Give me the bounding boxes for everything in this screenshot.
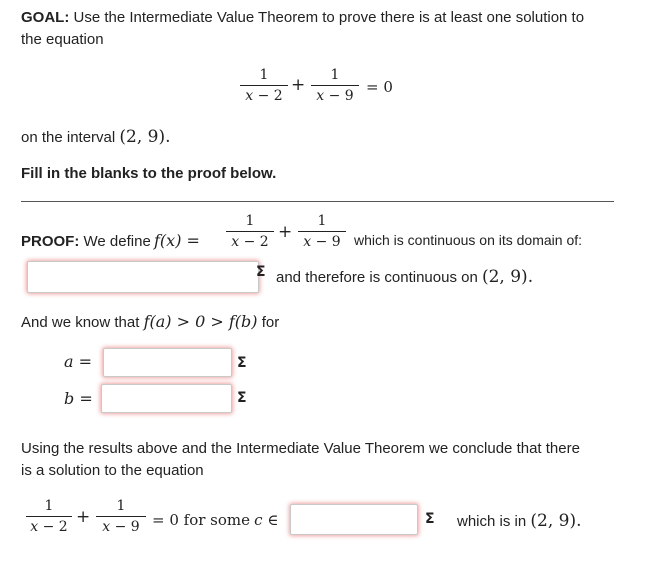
goal-line-1 [21,9,584,26]
b-label: b = [64,389,93,408]
fraction-numerator: 1 [317,213,327,229]
therefore-interval: (2, 9). [481,267,534,287]
interval-value: (2, 9). [119,127,171,147]
domain-input[interactable] [27,261,259,293]
c-value-input[interactable] [290,504,418,535]
know-line [21,312,279,331]
sigma-icon[interactable]: Σ [256,264,266,280]
fraction-numerator: 1 [259,67,269,83]
conclusion-which-line [457,511,581,531]
conclusion-line-2: is a solution to the equation [21,462,204,479]
fraction-denominator: x − 2 [231,234,269,250]
fraction-denominator: x − 9 [316,88,354,104]
fraction-bar [311,85,359,86]
proof-fraction-2 [298,212,346,251]
fraction-bar [26,516,72,517]
proof-define-text: We define [83,233,151,250]
fraction-numerator: 1 [116,498,126,514]
equation-fraction-2 [311,66,359,105]
divider [21,201,614,202]
interval-prefix: on the interval [21,129,116,146]
fraction-numerator: 1 [44,498,54,514]
plus-sign: + [278,222,293,242]
interval-line [21,127,171,147]
conclusion-some: = 0 for some c ∈ [152,511,279,529]
know-inequality: f(a) > 0 > f(b) [143,312,258,331]
fraction-bar [298,231,346,232]
which-text: which is in [457,513,527,530]
sigma-icon[interactable]: Σ [237,390,247,406]
a-value-input[interactable] [103,348,232,377]
plus-sign: + [291,75,306,95]
fraction-numerator: 1 [330,67,340,83]
therefore-text: and therefore is continuous on [276,269,478,286]
continuous-text: which is continuous on its domain of: [354,232,583,248]
conclusion-fraction-2 [96,497,146,536]
a-label: a = [64,352,93,371]
know-prefix: And we know that [21,314,140,331]
proof-fraction-1 [226,212,274,251]
fraction-denominator: x − 9 [303,234,341,250]
equals-zero: = 0 [366,78,393,96]
instruction-text: Fill in the blanks to the proof below. [21,165,277,182]
conclusion-line-1: Using the results above and the Intermediate Value Theorem we conclude that there [21,440,580,457]
function-definition: f(x) = [154,231,200,250]
plus-sign: + [76,507,91,527]
therefore-line [276,267,533,287]
equation-fraction-1 [240,66,288,105]
goal-text: Use the Intermediate Value Theorem to prove there is at least one solution to [73,9,585,26]
fraction-denominator: x − 2 [30,519,68,535]
fraction-numerator: 1 [245,213,255,229]
proof-define-line [21,233,151,250]
fraction-denominator: x − 2 [245,88,283,104]
fraction-bar [240,85,288,86]
fraction-bar [226,231,274,232]
goal-label: GOAL: [21,9,70,26]
sigma-icon[interactable]: Σ [237,355,247,371]
b-value-input[interactable] [101,384,232,413]
which-interval: (2, 9). [530,511,582,531]
proof-label: PROOF: [21,233,80,250]
know-suffix: for [261,314,280,331]
fraction-bar [96,516,146,517]
goal-line-2: the equation [21,31,104,48]
sigma-icon[interactable]: Σ [425,511,435,527]
fraction-denominator: x − 9 [102,519,140,535]
conclusion-fraction-1 [26,497,72,536]
